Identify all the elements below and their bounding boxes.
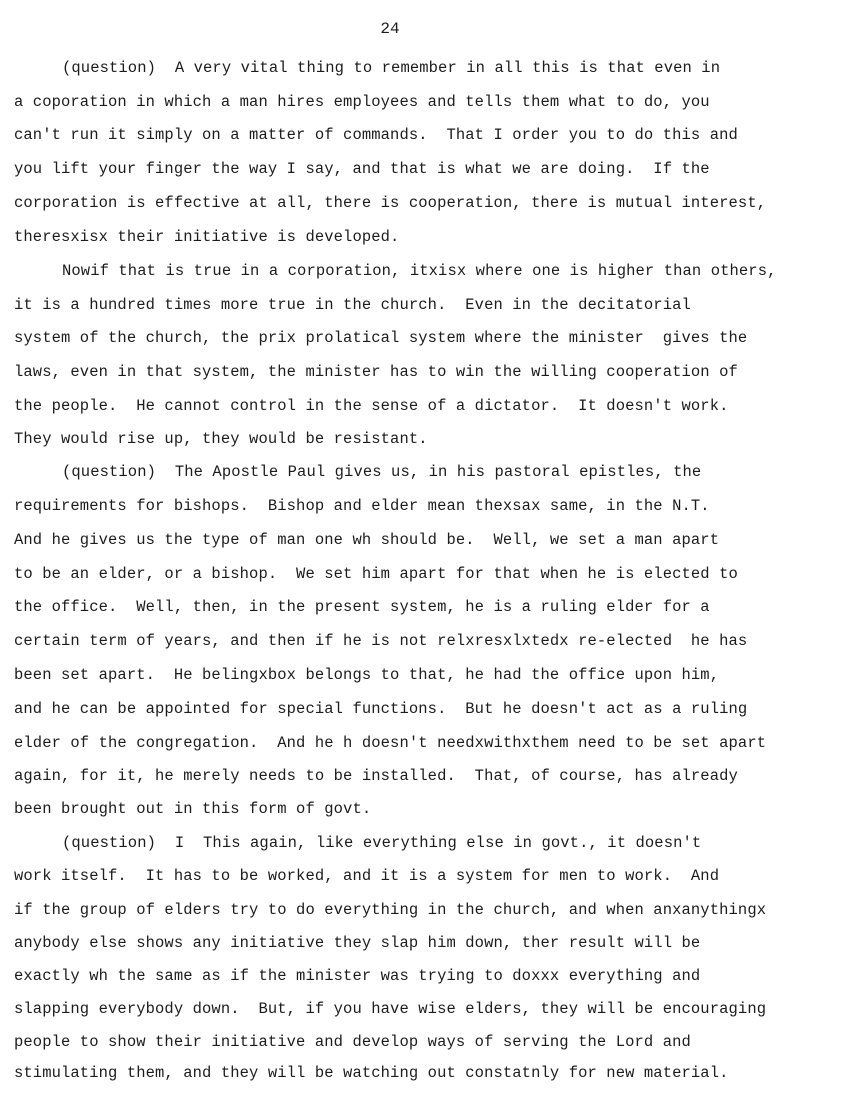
text-line: to be an elder, or a bishop. We set him apart for that when he is elected to xyxy=(14,565,738,583)
text-line: theresxisx their initiative is developed. xyxy=(14,228,400,246)
text-line: stimulating them, and they will be watching out constatnly for new material. xyxy=(14,1064,729,1082)
text-line: And he gives us the type of man one wh should be. Well, we set a man apart xyxy=(14,531,720,549)
text-line: corporation is effective at all, there is cooperation, there is mutual interest, xyxy=(14,194,767,212)
text-line: the people. He cannot control in the sense of a dictator. It doesn't work. xyxy=(14,397,729,415)
text-line: (question) The Apostle Paul gives us, in his pastoral epistles, the xyxy=(62,463,702,481)
text-line: it is a hundred times more true in the church. Even in the decitatorial xyxy=(14,296,691,314)
text-line: again, for it, he merely needs to be installed. That, of course, has already xyxy=(14,767,738,785)
text-line: can't run it simply on a matter of commands. That I order you to do this and xyxy=(14,126,738,144)
text-line: certain term of years, and then if he is not relxresxlxtedx re-elected he has xyxy=(14,632,748,650)
text-line: exactly wh the same as if the minister was trying to doxxx everything and xyxy=(14,967,701,985)
text-line: if the group of elders try to do everything in the church, and when anxanythingx xyxy=(14,901,767,919)
text-line: work itself. It has to be worked, and it is a system for men to work. And xyxy=(14,867,720,885)
page-number: 24 xyxy=(380,20,400,38)
text-line: been brought out in this form of govt. xyxy=(14,800,372,818)
text-line: the office. Well, then, in the present system, he is a ruling elder for a xyxy=(14,598,710,616)
text-line: a coporation in which a man hires employees and tells them what to do, you xyxy=(14,93,710,111)
text-line: people to show their initiative and develop ways of serving the Lord and xyxy=(14,1033,691,1051)
text-line: They would rise up, they would be resistant. xyxy=(14,430,428,448)
text-line: elder of the congregation. And he h doesn't needxwithxthem need to be set apart xyxy=(14,734,767,752)
text-line: requirements for bishops. Bishop and elder mean thexsax same, in the N.T. xyxy=(14,497,710,515)
text-line: Nowif that is true in a corporation, itxisx where one is higher than others, xyxy=(62,262,777,280)
text-line: and he can be appointed for special functions. But he doesn't act as a ruling xyxy=(14,700,748,718)
text-line: laws, even in that system, the minister has to win the willing cooperation of xyxy=(14,363,738,381)
text-line: been set apart. He belingxbox belongs to that, he had the office upon him, xyxy=(14,666,720,684)
text-line: system of the church, the prix prolatical system where the minister gives the xyxy=(14,329,748,347)
text-line: you lift your finger the way I say, and that is what we are doing. If the xyxy=(14,160,710,178)
text-line: (question) A very vital thing to remember in all this is that even in xyxy=(62,59,721,77)
text-line: (question) I This again, like everything else in govt., it doesn't xyxy=(62,834,702,852)
text-line: slapping everybody down. But, if you have wise elders, they will be encouraging xyxy=(14,1000,767,1018)
text-line: anybody else shows any initiative they slap him down, ther result will be xyxy=(14,934,701,952)
